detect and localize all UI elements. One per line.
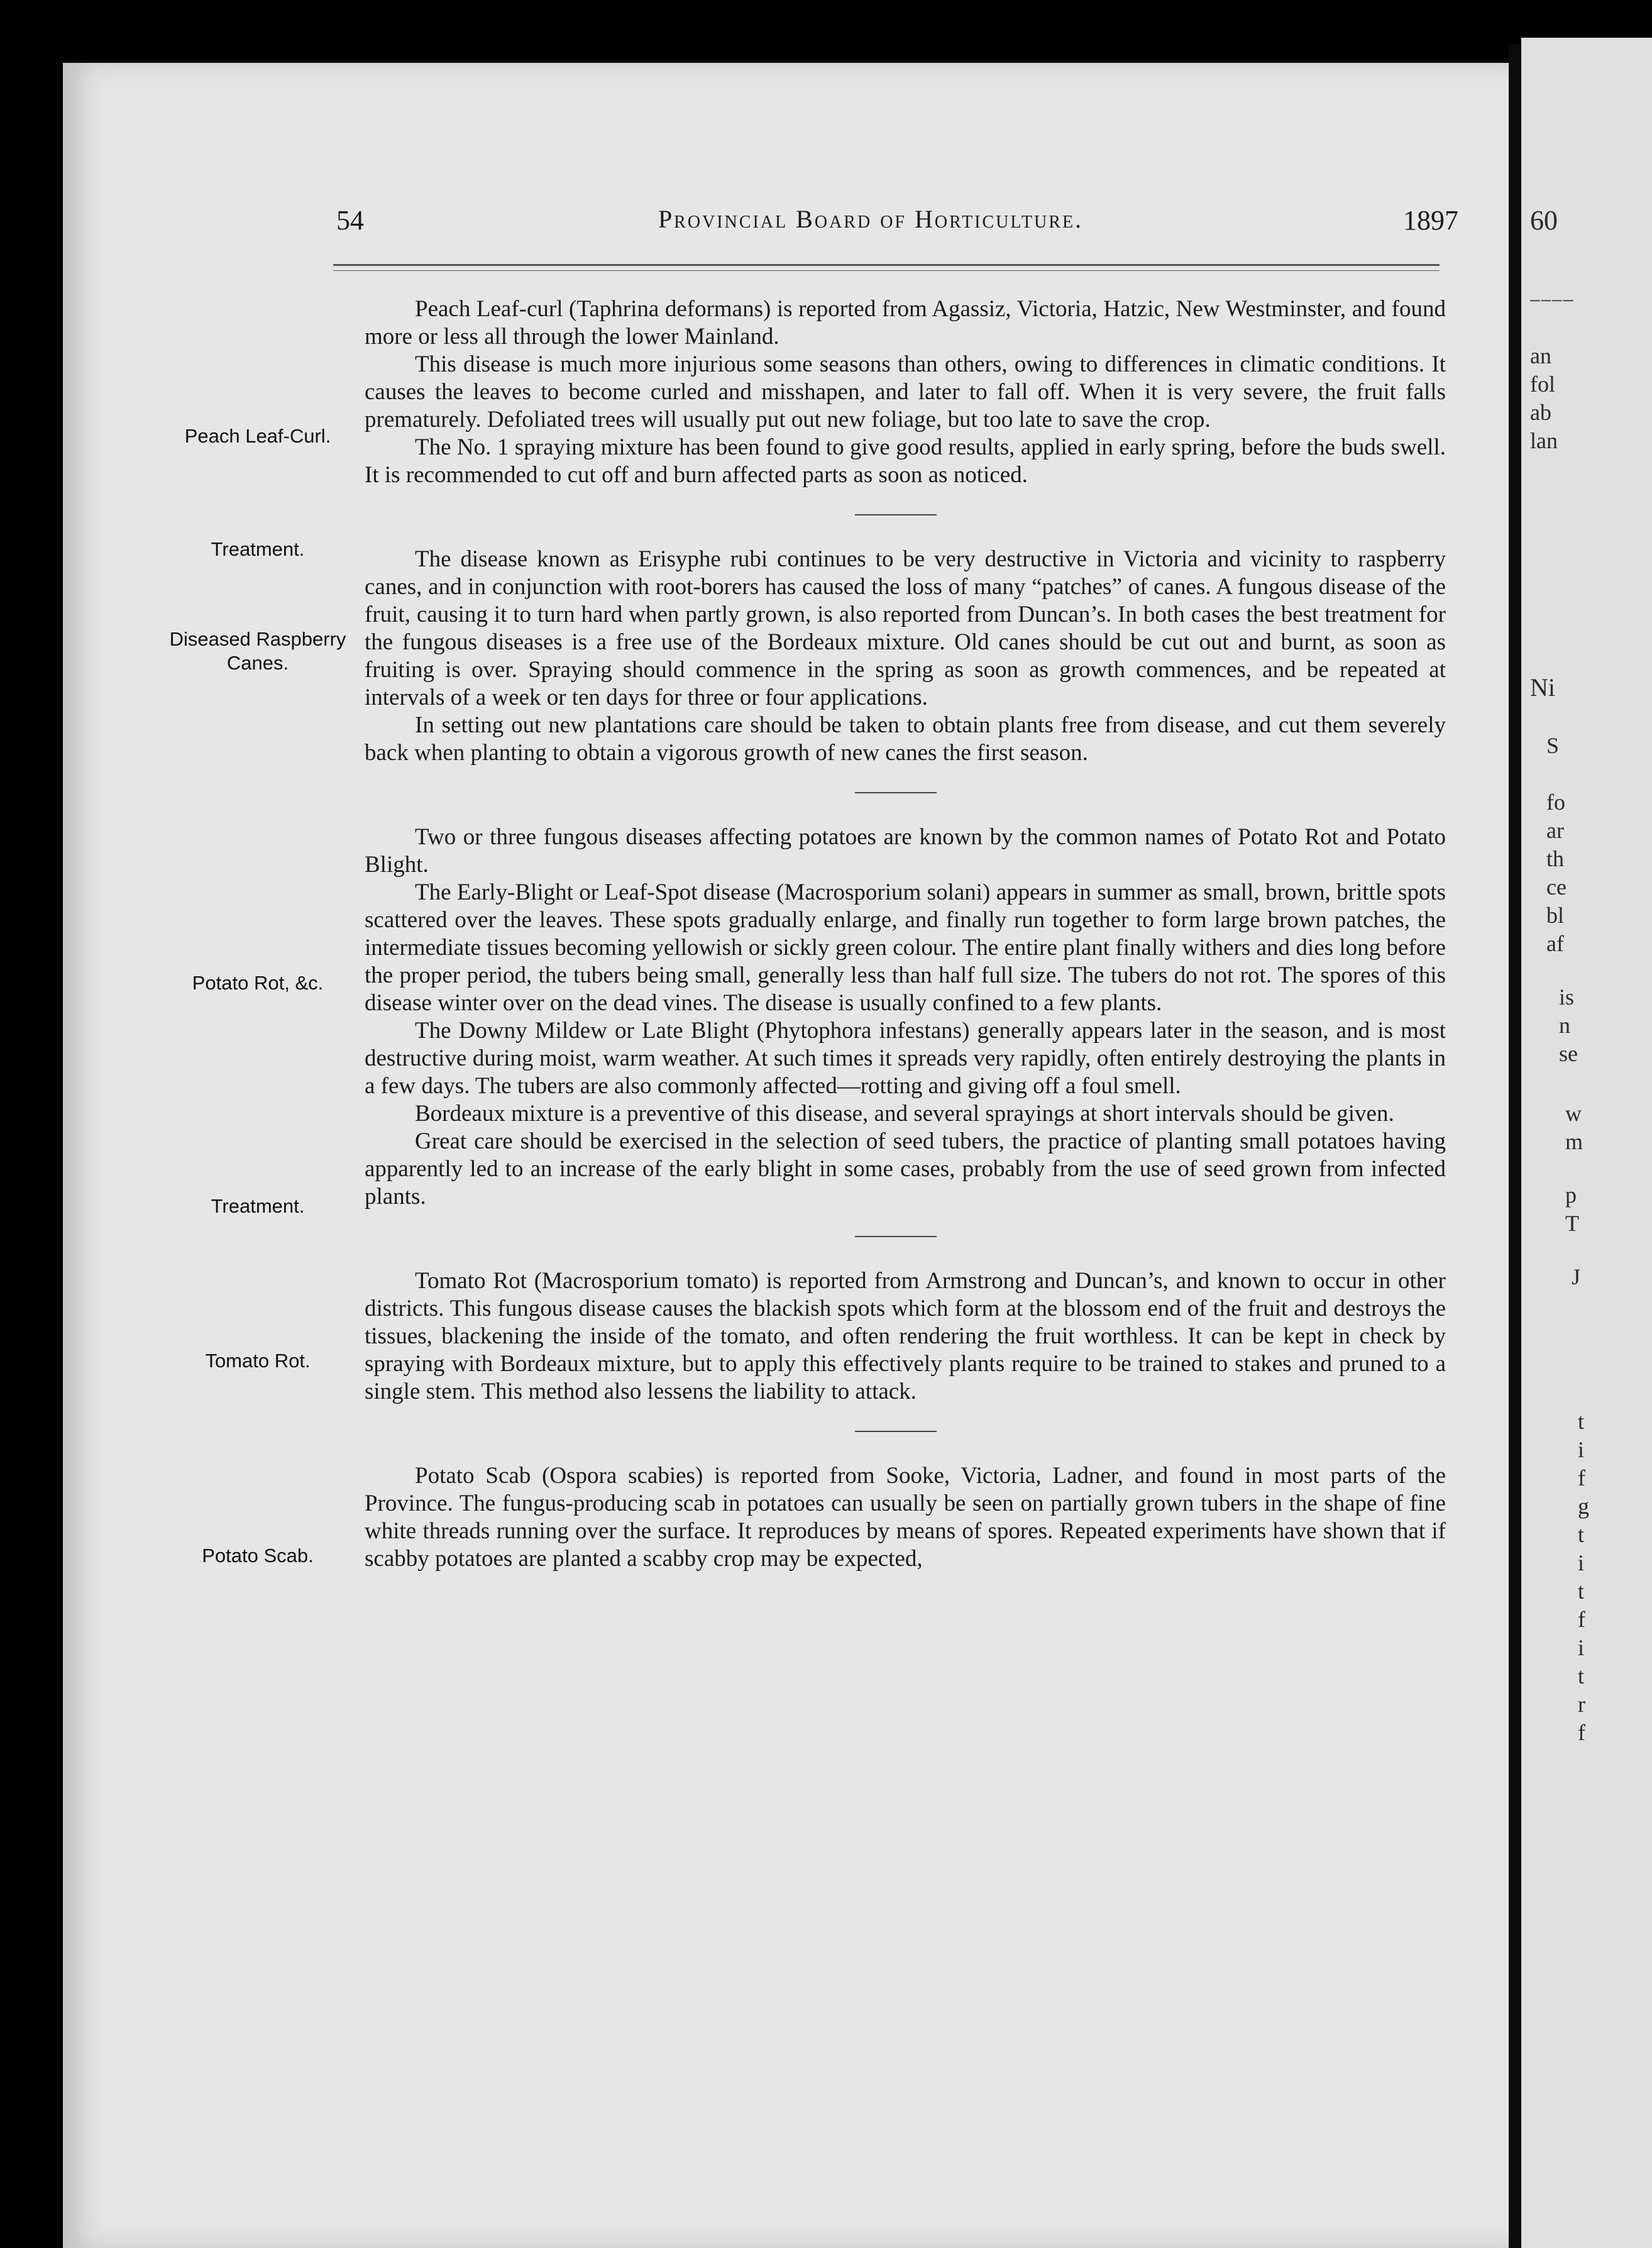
side-note: Tomato Rot. [205, 1350, 311, 1372]
right-fragment: f [1578, 1465, 1585, 1490]
side-note: Treatment. [211, 1195, 305, 1217]
side-note: Potato Rot, &c. [192, 972, 324, 994]
section-divider [855, 514, 937, 515]
year: 1897 [1403, 205, 1458, 236]
book-gutter [1509, 44, 1521, 2248]
running-title: Provincial Board of Horticulture. [658, 205, 1084, 233]
right-fragment: S [1546, 733, 1560, 758]
right-page-number: 60 [1530, 205, 1558, 236]
right-fragment: n [1559, 1013, 1570, 1038]
right-fragment: i [1578, 1635, 1585, 1660]
right-fragment: J [1572, 1264, 1581, 1289]
right-fragment: i [1578, 1437, 1585, 1462]
paragraph: Tomato Rot (Macrosporium tomato) is reported from Armstrong and Duncan’s, and known to occur in other districts. This fungous disease causes the blackish spots which form at the blossom end of the fruit and destroys the tissues, blackening the inside of the tomato, and often rendering the fruit worthless. It can be kept in check by spraying with Bordeaux mixture, but to apply this effectively plants require to be trained to stakes and pruned to a single stem. This method also lessens the liability to attack. [365, 1268, 1446, 1404]
side-note: Diseased Raspberry Canes. [169, 628, 346, 674]
paragraph: Bordeaux mixture is a preventive of this disease, and several sprayings at short intervals should be given. [415, 1101, 1394, 1127]
page-header [283, 204, 1458, 242]
right-fragment: fol [1530, 372, 1555, 397]
right-fragment: fo [1546, 790, 1565, 815]
section-peach-leaf-curl [184, 295, 1446, 560]
right-fragment: bl [1546, 903, 1565, 928]
right-fragment: th [1546, 846, 1565, 871]
section-divider [855, 1236, 937, 1237]
right-fragment: lan [1530, 428, 1558, 453]
paragraph: Potato Scab (Ospora scabies) is reported from Sooke, Victoria, Ladner, and found in most parts of the Province. The fungus-producing scab in potatoes can usually be seen on partially grown tubers in the shape of fine white threads running over the surface. It reproduces by means of spores. Repeated experiments have shown that if scabby potatoes are planted a scabby crop may be expected, [365, 1463, 1446, 1572]
right-fragment: af [1546, 931, 1564, 956]
right-fragment: is [1559, 984, 1575, 1010]
section-tomato-rot [205, 1267, 1446, 1406]
section-divider [855, 792, 937, 793]
right-fragment: t [1578, 1579, 1585, 1604]
page-number: 54 [336, 205, 364, 236]
paragraph: This disease is much more injurious some seasons than others, owing to differences in climatic conditions. It causes the leaves to become curled and misshapen, and later to fall off. When it is very severe, the fruit falls prematurely. Defoliated trees will usually put out new foliage, but too late to save the crop. [365, 351, 1446, 433]
paragraph: The No. 1 spraying mixture has been found to give good results, applied in early spring, before the buds swell. It is recommended to cut off and burn affected parts as soon as noticed. [365, 434, 1446, 488]
side-note: Potato Scab. [202, 1545, 314, 1567]
paragraph: Great care should be exercised in the selection of seed tubers, the practice of planting small potatoes having apparently led to an increase of the early blight in some cases, probably from the use of seed grown from infected plants. [365, 1128, 1446, 1209]
header-rule-thin [333, 270, 1440, 271]
paragraph: In setting out new plantations care should be taken to obtain plants free from disease, and cut them severely back when planting to obtain a vigorous growth of new canes the first season. [365, 712, 1446, 766]
section-potato-rot [192, 824, 1446, 1217]
right-fragment: ce [1546, 874, 1567, 900]
right-fragment: se [1559, 1041, 1578, 1066]
right-page-rule: ──── [1530, 292, 1575, 308]
right-fragment: i [1578, 1550, 1585, 1575]
header-rule [333, 264, 1440, 266]
right-fragment: ar [1546, 818, 1564, 843]
book-page-right [1521, 38, 1652, 2248]
paragraph: Peach Leaf-curl (Taphrina deformans) is reported from Agassiz, Victoria, Hatzic, New Westminster, and found more or less all through the lower Mainland. [365, 296, 1446, 350]
right-fragment: f [1578, 1720, 1585, 1745]
right-fragment: w [1565, 1101, 1582, 1126]
right-fragment: t [1578, 1522, 1585, 1547]
right-fragment: m [1565, 1129, 1583, 1154]
paragraph: The Downy Mildew or Late Blight (Phytophora infestans) generally appears later in the season, and is most destructive during moist, warm weather. At such times it spreads very rapidly, often entirely destroying the plants in a few days. The tubers are also commonly affected—rotting and giving off a foul smell. [365, 1018, 1446, 1099]
right-fragment: g [1578, 1494, 1589, 1519]
side-note: Treatment. [211, 538, 305, 560]
paragraph: The disease known as Erisyphe rubi continues to be very destructive in Victoria and vicinity to raspberry canes, and in conjunction with root-borers has caused the loss of many “patches” of canes. A fungous disease of the fruit, causing it to turn hard when partly grown, is also reported from Duncan’s. In both cases the best treatment for the fungous diseases is a free use of the Bordeaux mixture. Old canes should be cut out and burnt, as soon as fruiting is over. Spraying should commence in the spring as soon as growth commences, and be repeated at intervals of a week or ten days for three or four applications. [365, 546, 1446, 710]
right-fragment: an [1530, 343, 1551, 368]
right-fragment: p [1565, 1182, 1577, 1208]
section-divider [855, 1431, 937, 1432]
right-fragment: f [1578, 1607, 1585, 1632]
section-potato-scab [202, 1462, 1446, 1573]
right-fragment: t [1578, 1663, 1585, 1689]
side-note: Peach Leaf-Curl. [184, 425, 331, 447]
paragraph: The Early-Blight or Leaf-Spot disease (Macrosporium solani) appears in summer as small, brown, brittle spots scattered over the leaves. These spots gradually enlarge, and finally run together to form large brown patches, the intermediate tissues becoming yellowish or sickly green colour. The entire plant finally withers and dies long before the proper period, the tubers being small, generally less than half full size. The tubers do not rot. The spores of this disease winter over on the dead vines. The disease is usually confined to a few plants. [365, 879, 1446, 1016]
right-fragment: T [1565, 1211, 1579, 1236]
page-body [169, 295, 1446, 1573]
right-fragment: ab [1530, 400, 1551, 425]
right-fragment: t [1578, 1409, 1585, 1434]
right-fragment: r [1578, 1692, 1585, 1717]
paragraph: Two or three fungous diseases affecting potatoes are known by the common names of Potato Rot and Potato Blight. [365, 824, 1446, 878]
section-raspberry-canes [169, 546, 1446, 767]
right-fragment: Ni [1530, 673, 1555, 702]
